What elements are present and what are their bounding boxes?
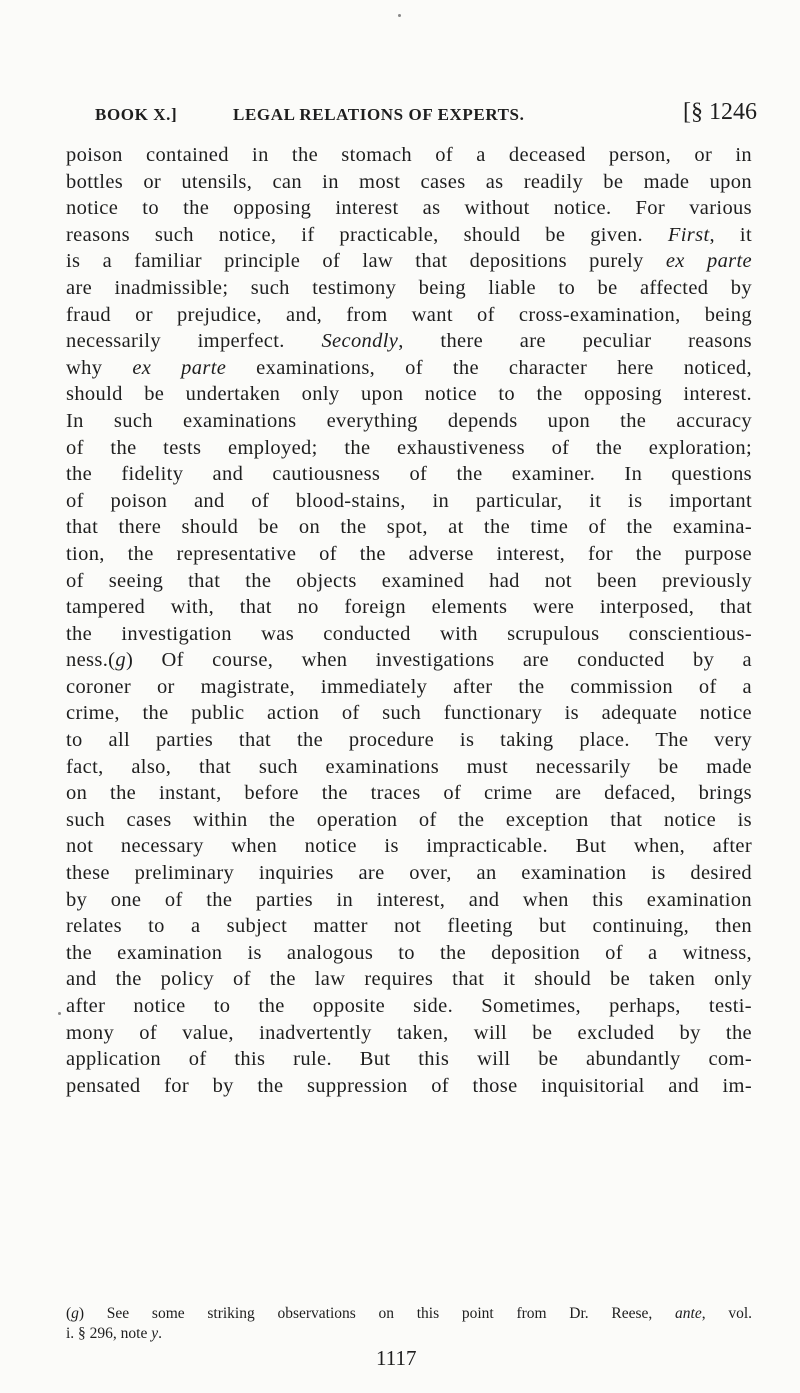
text-line: of the tests employed; the exhaustiveness of the exploration;	[66, 436, 752, 459]
text-line: of seeing that the objects examined had not been previously	[66, 569, 752, 592]
text-line: not necessary when notice is impracticable. But when, after	[66, 835, 752, 858]
text-line: to all parties that the procedure is taking place. The very	[66, 729, 752, 752]
print-speck	[58, 1012, 61, 1015]
text-line: fact, also, that such examinations must necessarily be made	[66, 755, 752, 778]
text-line: are inadmissible; such testimony being liable to be affected by	[66, 276, 752, 299]
text-line: on the instant, before the traces of crime are defaced, brings	[66, 782, 752, 805]
text-line: by one of the parties in interest, and when this examination	[66, 888, 752, 911]
text-line: coroner or magistrate, immediately after the commission of a	[66, 675, 752, 698]
text-line: why ex parte examinations, of the character here noticed,	[66, 356, 752, 379]
text-line: the investigation was conducted with scrupulous conscientious-	[66, 622, 752, 645]
text-line: should be undertaken only upon notice to the opposing interest.	[66, 383, 752, 406]
text-line: of poison and of blood-stains, in particular, it is important	[66, 489, 752, 512]
text-line: mony of value, inadvertently taken, will be excluded by the	[66, 1021, 752, 1044]
text-line: necessarily imperfect. Secondly, there are peculiar reasons	[66, 330, 752, 353]
text-line: tampered with, that no foreign elements were interposed, that	[66, 596, 752, 619]
text-line: In such examinations everything depends upon the accuracy	[66, 409, 752, 432]
print-speck	[398, 14, 401, 17]
text-line: the examination is analogous to the deposition of a witness,	[66, 941, 752, 964]
header-book-label: BOOK X.]	[95, 105, 178, 124]
footnote-line-1: (g) See some striking observations on this point from Dr. Reese, ante, vol.	[66, 1305, 753, 1322]
running-header	[95, 99, 757, 133]
text-line: the fidelity and cautiousness of the examiner. In questions	[66, 463, 752, 486]
text-line: reasons such notice, if practicable, should be given. First, it	[66, 223, 752, 246]
text-line: that there should be on the spot, at the time of the examina-	[66, 516, 752, 539]
text-line: and the policy of the law requires that it should be taken only	[66, 968, 752, 991]
text-line: is a familiar principle of law that depositions purely ex parte	[66, 250, 752, 273]
text-line: these preliminary inquiries are over, an examination is desired	[66, 862, 752, 885]
text-line: such cases within the operation of the exception that notice is	[66, 808, 752, 831]
footnote-line-2: i. § 296, note y.	[66, 1325, 163, 1342]
text-line: fraud or prejudice, and, from want of cross-examination, being	[66, 303, 752, 326]
text-line: application of this rule. But this will be abundantly com-	[66, 1048, 752, 1071]
footnote	[66, 1304, 752, 1344]
text-line: relates to a subject matter not fleeting but continuing, then	[66, 915, 752, 938]
text-line: pensated for by the suppression of those inquisitorial and im-	[66, 1074, 752, 1097]
text-line: ness.(g) Of course, when investigations are conducted by a	[66, 649, 752, 672]
header-section-number: [§ 1246	[683, 99, 757, 125]
text-line: tion, the representative of the adverse interest, for the purpose	[66, 542, 752, 565]
header-chapter-title: LEGAL RELATIONS OF EXPERTS.	[233, 105, 525, 124]
text-line: bottles or utensils, can in most cases as readily be made upon	[66, 170, 752, 193]
text-line: poison contained in the stomach of a deceased person, or in	[66, 144, 752, 166]
text-line: after notice to the opposite side. Sometimes, perhaps, testi-	[66, 995, 752, 1017]
text-line: notice to the opposing interest as without notice. For various	[66, 197, 752, 220]
body-text	[66, 142, 752, 1099]
page-number: 1117	[376, 1346, 417, 1370]
text-line: crime, the public action of such functionary is adequate notice	[66, 702, 752, 725]
